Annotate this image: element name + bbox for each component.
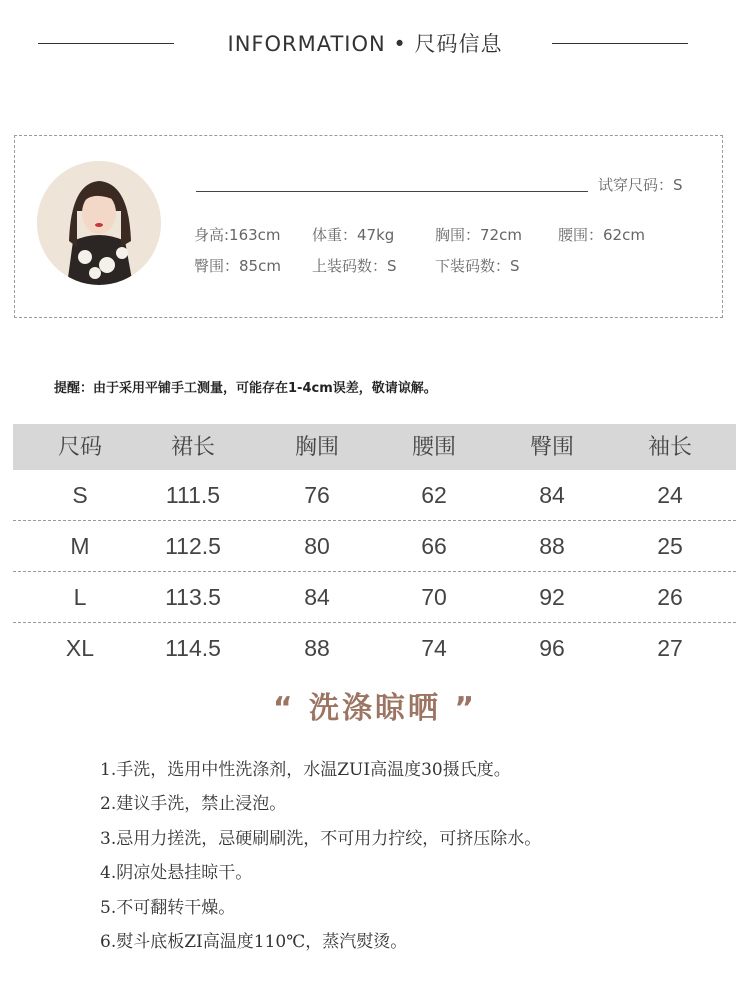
table-cell: S — [72, 482, 88, 508]
table-cell: 24 — [657, 482, 683, 508]
table-cell: 70 — [421, 584, 447, 610]
header-divider-left — [38, 43, 174, 44]
table-row — [13, 521, 736, 572]
table-cell: M — [70, 533, 90, 559]
stat-weight: 体重：47kg — [312, 226, 395, 244]
table-cell: XL — [65, 635, 95, 661]
table-cell: 84 — [539, 482, 565, 508]
table-cell: 114.5 — [165, 635, 221, 661]
measurement-note: 提醒：由于采用平铺手工测量，可能存在1-4cm误差，敬请谅解。 — [54, 381, 437, 396]
table-cell: 25 — [657, 533, 683, 559]
table-cell: 26 — [657, 584, 683, 610]
header-cell: 裙长 — [170, 434, 215, 459]
table-cell: 80 — [304, 533, 330, 559]
care-instructions-list — [100, 755, 541, 961]
table-row — [13, 470, 736, 521]
table-cell: 27 — [657, 635, 683, 661]
care-item: 3.忌用力搓洗，忌硬刷刷洗，不可用力拧绞，可挤压除水。 — [100, 828, 542, 849]
care-item: 6.熨斗底板ZI高温度110℃，蒸汽熨烫。 — [100, 931, 408, 952]
table-cell: L — [73, 584, 87, 610]
table-row — [13, 572, 736, 623]
table-row — [13, 623, 736, 674]
size-table — [13, 424, 736, 674]
table-cell: 113.5 — [165, 584, 221, 610]
table-cell: 111.5 — [165, 482, 221, 508]
model-avatar — [37, 161, 161, 285]
header-title: INFORMATION • 尺码信息 — [227, 32, 503, 56]
header-cell: 袖长 — [647, 434, 692, 459]
header-cell: 尺码 — [57, 434, 102, 459]
care-section-title: “ 洗涤晾晒 ” — [272, 691, 478, 726]
table-cell: 76 — [304, 482, 330, 508]
header-cell: 胸围 — [294, 434, 339, 459]
care-item: 1.手洗，选用中性洗涤剂，水温ZUI高温度30摄氏度。 — [100, 760, 511, 780]
model-info-box — [14, 135, 723, 318]
stat-bust: 胸围：72cm — [435, 226, 522, 244]
table-cell: 88 — [539, 533, 565, 559]
header-cell: 臀围 — [529, 434, 574, 459]
care-item: 4.阴凉处悬挂晾干。 — [100, 863, 253, 884]
stat-waist: 腰围：62cm — [558, 226, 645, 244]
table-cell: 88 — [304, 635, 330, 661]
stat-height: 身高:163cm — [194, 226, 281, 244]
header-cell: 腰围 — [411, 434, 456, 459]
care-item: 5.不可翻转干燥。 — [100, 897, 236, 918]
table-cell: 66 — [421, 533, 447, 559]
table-cell: 96 — [539, 635, 565, 661]
table-cell: 84 — [304, 584, 330, 610]
header-divider-right — [552, 43, 688, 44]
table-cell: 74 — [421, 635, 447, 661]
stat-hip: 臀围：85cm — [194, 257, 281, 275]
stat-top-size: 上装码数：S — [312, 257, 397, 275]
table-cell: 92 — [539, 584, 565, 610]
fit-size-label: 试穿尺码：S — [598, 176, 683, 194]
size-table-header — [13, 424, 736, 470]
table-cell: 62 — [421, 482, 447, 508]
model-divider-line — [196, 191, 588, 192]
table-cell: 112.5 — [165, 533, 221, 559]
stat-bottom-size: 下装码数：S — [435, 257, 520, 275]
section-header — [0, 26, 750, 62]
care-item: 2.建议手洗，禁止浸泡。 — [100, 794, 287, 815]
